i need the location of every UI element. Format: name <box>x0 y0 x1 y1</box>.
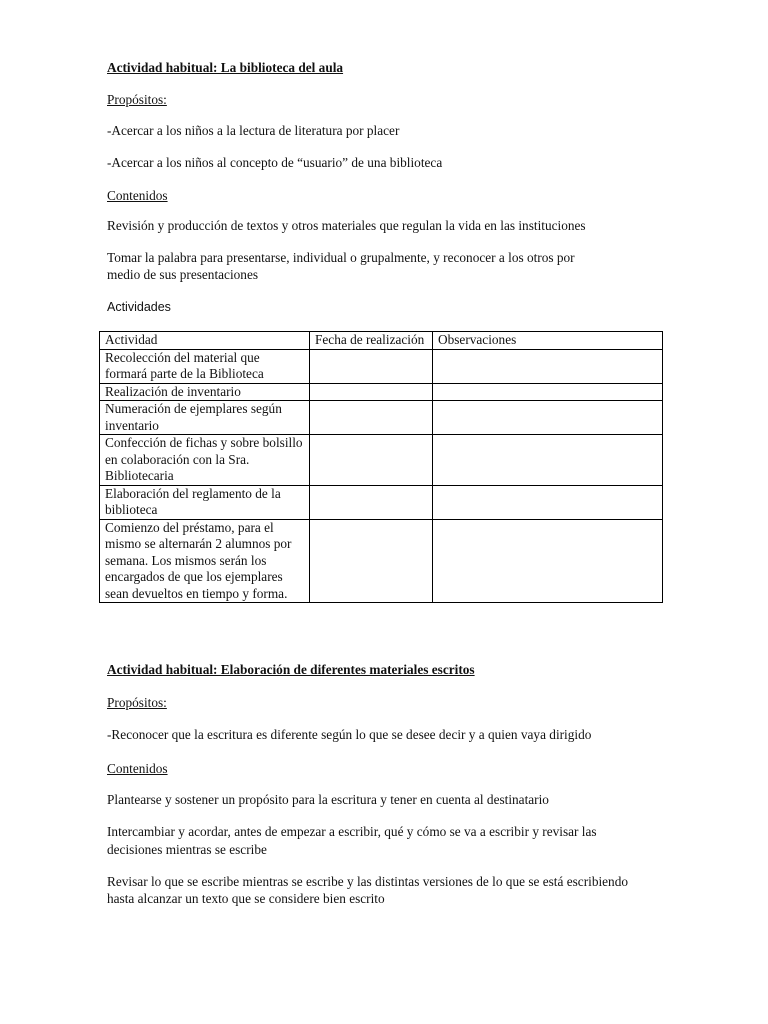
table-row <box>100 485 663 519</box>
table-header-cell: Observaciones <box>433 332 663 350</box>
section1-title: Actividad habitual: La biblioteca del aula <box>107 60 344 75</box>
table-cell: Elaboración del reglamento de la biblioteca <box>100 485 310 519</box>
section1-content-1: Revisión y producción de textos y otros materiales que regulan la vida en las instituciones <box>107 218 586 233</box>
section2-purpose-1: -Reconocer que la escritura es diferente según lo que se desee decir y a quien vaya dirigido <box>107 727 592 742</box>
table-cell <box>310 435 433 486</box>
table-cell: Realización de inventario <box>100 383 310 401</box>
table-row <box>100 519 663 603</box>
table-cell <box>310 401 433 435</box>
table-cell <box>433 435 663 486</box>
table-cell <box>433 383 663 401</box>
table-row <box>100 435 663 486</box>
section1-contents-label: Contenidos <box>107 188 168 203</box>
table-cell <box>310 485 433 519</box>
section2-contents-label: Contenidos <box>107 761 168 776</box>
table-header-cell: Fecha de realización <box>310 332 433 350</box>
table-row <box>100 401 663 435</box>
activities-table <box>99 331 663 603</box>
table-cell: Comienzo del préstamo, para el mismo se alternarán 2 alumnos por semana. Los mismos serán los encargados de que los ejemplares sean devueltos en tiempo y forma. <box>100 519 310 603</box>
section2-title: Actividad habitual: Elaboración de diferentes materiales escritos <box>107 662 475 677</box>
table-cell <box>433 485 663 519</box>
section2-content-3: Revisar lo que se escribe mientras se escribe y las distintas versiones de lo que se está escribiendo hasta alcanzar un texto que se considere bien escrito <box>107 874 629 906</box>
section2-purposes-label: Propósitos: <box>107 695 167 710</box>
table-row <box>100 349 663 383</box>
section1-purpose-1: -Acercar a los niños a la lectura de literatura por placer <box>107 123 400 138</box>
section2-content-2: Intercambiar y acordar, antes de empezar a escribir, qué y cómo se va a escribir y revisar las decisiones mientras se escribe <box>107 824 597 857</box>
section1-purposes-label: Propósitos: <box>107 92 167 107</box>
table-row <box>100 383 663 401</box>
table-cell <box>310 519 433 603</box>
section1-activities-label: Actividades <box>107 300 171 314</box>
section2-content-1: Plantearse y sostener un propósito para la escritura y tener en cuenta al destinatario <box>107 792 549 807</box>
table-cell <box>433 519 663 603</box>
section1-purpose-2: -Acercar a los niños al concepto de “usuario” de una biblioteca <box>107 155 443 170</box>
table-cell <box>310 349 433 383</box>
table-cell: Recolección del material que formará parte de la Biblioteca <box>100 349 310 383</box>
table-header-cell: Actividad <box>100 332 310 350</box>
table-cell <box>310 383 433 401</box>
section1-content-2: Tomar la palabra para presentarse, individual o grupalmente, y reconocer a los otros por medio de sus presentaciones <box>107 250 575 282</box>
table-header-row <box>100 332 663 350</box>
table-cell <box>433 349 663 383</box>
table-cell <box>433 401 663 435</box>
table-cell: Numeración de ejemplares según inventario <box>100 401 310 435</box>
table-cell: Confección de fichas y sobre bolsillo en colaboración con la Sra. Bibliotecaria <box>100 435 310 486</box>
